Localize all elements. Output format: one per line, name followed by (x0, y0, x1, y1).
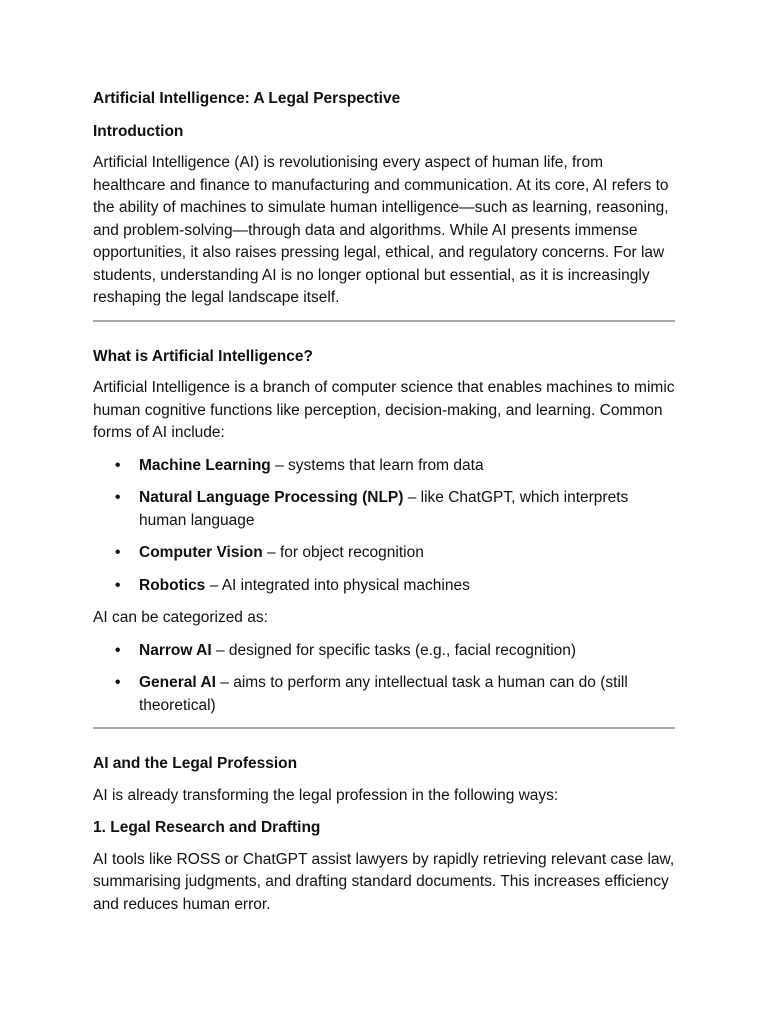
ai-forms-list (93, 455, 675, 598)
list-item-term: Robotics (139, 576, 206, 594)
list-item-term: Natural Language Processing (NLP) (139, 489, 404, 506)
list-item (93, 542, 675, 565)
list-item-description: – designed for specific tasks (e.g., facial recognition) (211, 641, 577, 659)
list-item-term: General AI (139, 674, 216, 691)
ai-categories-list (93, 640, 675, 718)
categorized-intro: AI can be categorized as: (93, 609, 268, 626)
list-item (93, 640, 675, 663)
horizontal-divider (93, 320, 675, 322)
list-item (93, 487, 675, 532)
legal-profession-paragraph: AI is already transforming the legal profession in the following ways: (93, 786, 559, 804)
section-heading-legal-profession: AI and the Legal Profession (93, 755, 298, 772)
bullet-icon: • (115, 489, 121, 506)
list-item-term: Computer Vision (139, 544, 263, 561)
introduction-paragraph: Artificial Intelligence (AI) is revolutionising every aspect of human life, from healthcare and finance to manufacturing and communication. At its core, AI refers to the ability of machines to simulate human intelligence—such as learning, reasoning, and problem-solving—through data and algorithms. While AI presents immense opportunities, it also raises pressing legal, ethical, and regulatory concerns. For law students, understanding AI is no longer optional but essential, as it is increasingly reshaping the legal landscape itself. (93, 154, 669, 306)
list-item-description: – aims to perform any intellectual task a human can do (still theoretical) (139, 674, 628, 714)
list-item (93, 672, 675, 717)
list-item-term: Machine Learning (139, 456, 271, 474)
list-item (93, 575, 675, 598)
list-item-description: – AI integrated into physical machines (205, 576, 470, 594)
section-heading-what-is-ai: What is Artificial Intelligence? (93, 347, 313, 365)
bullet-icon: • (115, 456, 121, 474)
list-item-description: – systems that learn from data (270, 456, 484, 474)
bullet-icon: • (115, 641, 121, 659)
list-item-term: Narrow AI (139, 641, 212, 659)
bullet-icon: • (115, 544, 121, 561)
document-title: Artificial Intelligence: A Legal Perspective (93, 90, 401, 107)
horizontal-divider (93, 727, 675, 729)
list-item-description: – like ChatGPT, which interprets human language (139, 489, 629, 529)
document-body (93, 88, 675, 926)
subsection-heading-legal-research: 1. Legal Research and Drafting (93, 819, 321, 836)
bullet-icon: • (115, 576, 121, 594)
what-is-ai-paragraph: Artificial Intelligence is a branch of computer science that enables machines to mimic human cognitive functions like perception, decision-making, and learning. Common forms of AI include: (93, 379, 675, 441)
section-heading-introduction: Introduction (93, 122, 184, 140)
bullet-icon: • (115, 674, 121, 691)
legal-research-paragraph: AI tools like ROSS or ChatGPT assist lawyers by rapidly retrieving relevant case law, summarising judgments, and drafting standard documents. This increases efficiency and reduces human error. (93, 850, 675, 913)
list-item-description: – for object recognition (262, 544, 424, 561)
list-item (93, 455, 675, 478)
